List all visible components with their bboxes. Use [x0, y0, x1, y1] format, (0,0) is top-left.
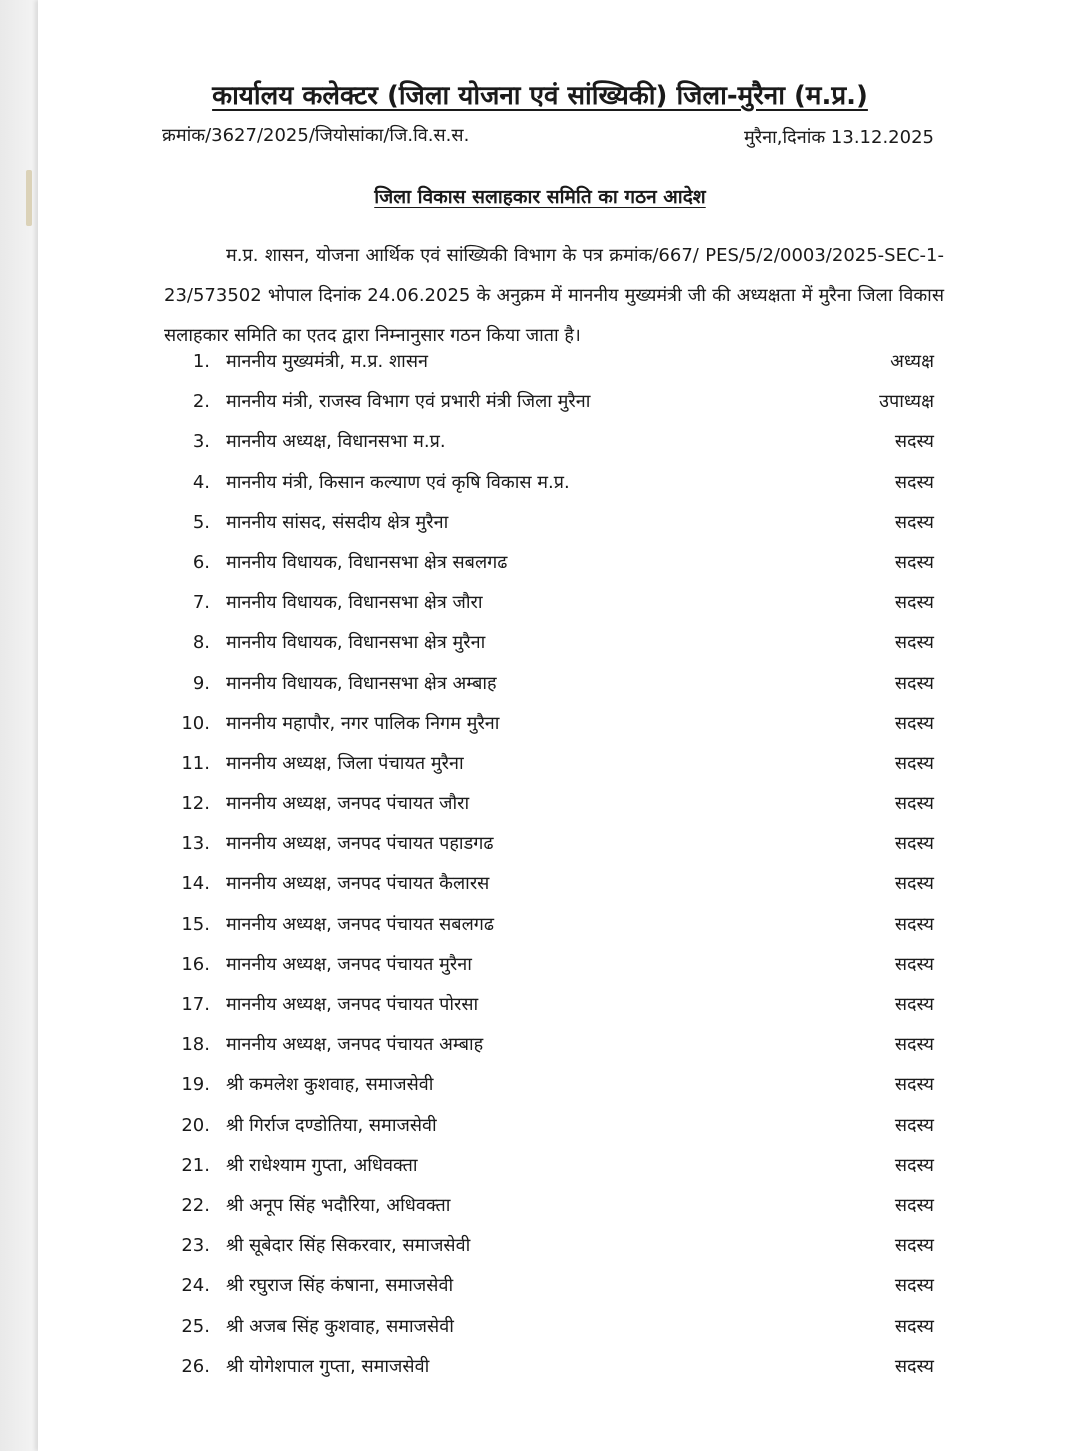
member-row — [0, 1347, 1080, 1387]
member-role: सदस्य — [894, 873, 934, 895]
member-role: सदस्य — [894, 1154, 934, 1176]
order-subject-text: जिला विकास सलाहकार समिति का गठन आदेश — [374, 186, 706, 208]
member-number: 9. — [192, 672, 210, 694]
member-list — [0, 342, 1080, 1387]
member-designation: श्री कमलेश कुशवाह, समाजसेवी — [226, 1074, 434, 1096]
member-designation: श्री गिर्राज दण्डोतिया, समाजसेवी — [226, 1114, 437, 1136]
member-number: 14. — [181, 873, 210, 895]
member-designation: माननीय अध्यक्ष, जनपद पंचायत सबलगढ — [226, 913, 495, 935]
member-number: 22. — [181, 1194, 210, 1216]
member-row — [0, 623, 1080, 663]
member-designation: माननीय अध्यक्ष, जनपद पंचायत कैलारस — [226, 873, 490, 895]
member-designation: श्री राधेश्याम गुप्ता, अधिवक्ता — [226, 1154, 418, 1176]
member-row — [0, 905, 1080, 945]
member-row — [0, 1146, 1080, 1186]
member-number: 6. — [192, 551, 210, 573]
member-number: 5. — [192, 511, 210, 533]
member-number: 16. — [181, 953, 210, 975]
member-role: सदस्य — [894, 712, 934, 734]
member-role: सदस्य — [894, 1355, 934, 1377]
member-designation: श्री योगेशपाल गुप्ता, समाजसेवी — [226, 1355, 430, 1377]
member-row — [0, 1186, 1080, 1226]
member-designation: माननीय अध्यक्ष, जिला पंचायत मुरैना — [226, 752, 464, 774]
member-number: 11. — [181, 752, 210, 774]
member-designation: माननीय विधायक, विधानसभा क्षेत्र अम्बाह — [226, 672, 497, 694]
member-number: 7. — [192, 592, 210, 614]
member-role: सदस्य — [894, 672, 934, 694]
member-designation: श्री अनूप सिंह भदौरिया, अधिवक्ता — [226, 1194, 451, 1216]
member-role: सदस्य — [894, 592, 934, 614]
member-row — [0, 583, 1080, 623]
reference-number: क्रमांक/3627/2025/जियोसांका/जि.वि.स.स. — [162, 125, 470, 146]
member-number: 15. — [181, 913, 210, 935]
member-designation: माननीय विधायक, विधानसभा क्षेत्र सबलगढ — [226, 551, 508, 573]
member-designation: माननीय अध्यक्ष, विधानसभा म.प्र. — [226, 431, 446, 453]
member-number: 4. — [192, 471, 210, 493]
member-role: सदस्य — [894, 994, 934, 1015]
member-row — [0, 1106, 1080, 1146]
member-row — [0, 945, 1080, 985]
member-role: सदस्य — [894, 1034, 934, 1056]
member-number: 13. — [181, 833, 210, 855]
body-paragraph: म.प्र. शासन, योजना आर्थिक एवं सांख्यिकी विभाग के पत्र क्रमांक/667/ PES/5/2/0003/2025-SEC-1-23/573502 भोपाल दिनांक 24.06.2025 के अनुक्रम में माननीय मुख्यमंत्री जी की अध्यक्षता में मुरैना जिला विकास सलाहकार समिति का एतद द्वारा निम्नानुसार गठन किया जाता है। — [164, 245, 944, 346]
member-designation: माननीय सांसद, संसदीय क्षेत्र मुरैना — [226, 511, 449, 533]
office-heading — [0, 76, 1080, 116]
member-row — [0, 543, 1080, 583]
member-role: सदस्य — [894, 793, 934, 815]
member-number: 19. — [181, 1074, 210, 1096]
office-heading-text: कार्यालय कलेक्टर (जिला योजना एवं सांख्यिकी) जिला-मुरैना (म.प्र.) — [212, 81, 868, 111]
member-designation: माननीय अध्यक्ष, जनपद पंचायत जौरा — [226, 793, 470, 815]
member-designation: माननीय मुख्यमंत्री, म.प्र. शासन — [226, 351, 428, 372]
member-role: सदस्य — [894, 1315, 934, 1337]
member-row — [0, 1226, 1080, 1266]
member-role: सदस्य — [894, 1194, 934, 1216]
member-row — [0, 664, 1080, 704]
member-row — [0, 1065, 1080, 1105]
member-number: 21. — [181, 1154, 210, 1176]
member-role: उपाध्यक्ष — [879, 391, 934, 413]
member-designation: श्री अजब सिंह कुशवाह, समाजसेवी — [226, 1315, 454, 1337]
member-number: 18. — [181, 1034, 210, 1056]
member-row — [0, 704, 1080, 744]
member-role: सदस्य — [894, 752, 934, 774]
member-role: सदस्य — [894, 1235, 934, 1257]
member-designation: माननीय महापौर, नगर पालिक निगम मुरैना — [226, 712, 500, 734]
member-number: 1. — [192, 351, 210, 372]
member-role: सदस्य — [894, 1114, 934, 1136]
member-number: 24. — [181, 1275, 210, 1297]
member-row — [0, 382, 1080, 422]
order-subject — [0, 182, 1080, 212]
member-designation: माननीय विधायक, विधानसभा क्षेत्र जौरा — [226, 592, 483, 614]
member-row — [0, 864, 1080, 904]
member-row — [0, 824, 1080, 864]
member-number: 8. — [192, 632, 210, 654]
member-row — [0, 342, 1080, 382]
member-role: सदस्य — [894, 913, 934, 935]
member-designation: माननीय मंत्री, राजस्व विभाग एवं प्रभारी मंत्री जिला मुरैना — [226, 391, 591, 413]
member-role: सदस्य — [894, 953, 934, 975]
member-row — [0, 985, 1080, 1025]
member-designation: माननीय अध्यक्ष, जनपद पंचायत पोरसा — [226, 994, 479, 1015]
member-role: सदस्य — [894, 1074, 934, 1096]
member-number: 17. — [181, 994, 210, 1015]
member-number: 2. — [192, 391, 210, 413]
member-designation: माननीय अध्यक्ष, जनपद पंचायत मुरैना — [226, 953, 472, 975]
member-row — [0, 784, 1080, 824]
member-row — [0, 422, 1080, 462]
member-role: सदस्य — [894, 511, 934, 533]
member-role: अध्यक्ष — [890, 351, 934, 372]
member-designation: माननीय विधायक, विधानसभा क्षेत्र मुरैना — [226, 632, 486, 654]
member-role: सदस्य — [894, 431, 934, 453]
member-number: 12. — [181, 793, 210, 815]
member-designation: माननीय मंत्री, किसान कल्याण एवं कृषि विकास म.प्र. — [226, 471, 570, 493]
member-designation: माननीय अध्यक्ष, जनपद पंचायत पहाडगढ — [226, 833, 494, 855]
member-row — [0, 744, 1080, 784]
member-row — [0, 1266, 1080, 1306]
member-number: 25. — [181, 1315, 210, 1337]
member-row — [0, 463, 1080, 503]
place-date: मुरैना,दिनांक 13.12.2025 — [744, 127, 934, 148]
member-role: सदस्य — [894, 471, 934, 493]
member-number: 3. — [192, 431, 210, 453]
member-designation: श्री रघुराज सिंह कंषाना, समाजसेवी — [226, 1275, 454, 1297]
member-role: सदस्य — [894, 833, 934, 855]
member-number: 10. — [181, 712, 210, 734]
member-role: सदस्य — [894, 632, 934, 654]
member-designation: माननीय अध्यक्ष, जनपद पंचायत अम्बाह — [226, 1034, 484, 1056]
member-number: 26. — [181, 1355, 210, 1377]
member-role: सदस्य — [894, 551, 934, 573]
member-row — [0, 1307, 1080, 1347]
member-designation: श्री सूबेदार सिंह सिकरवार, समाजसेवी — [226, 1235, 471, 1257]
member-row — [0, 1025, 1080, 1065]
member-row — [0, 503, 1080, 543]
member-number: 23. — [181, 1235, 210, 1257]
member-role: सदस्य — [894, 1275, 934, 1297]
member-number: 20. — [181, 1114, 210, 1136]
